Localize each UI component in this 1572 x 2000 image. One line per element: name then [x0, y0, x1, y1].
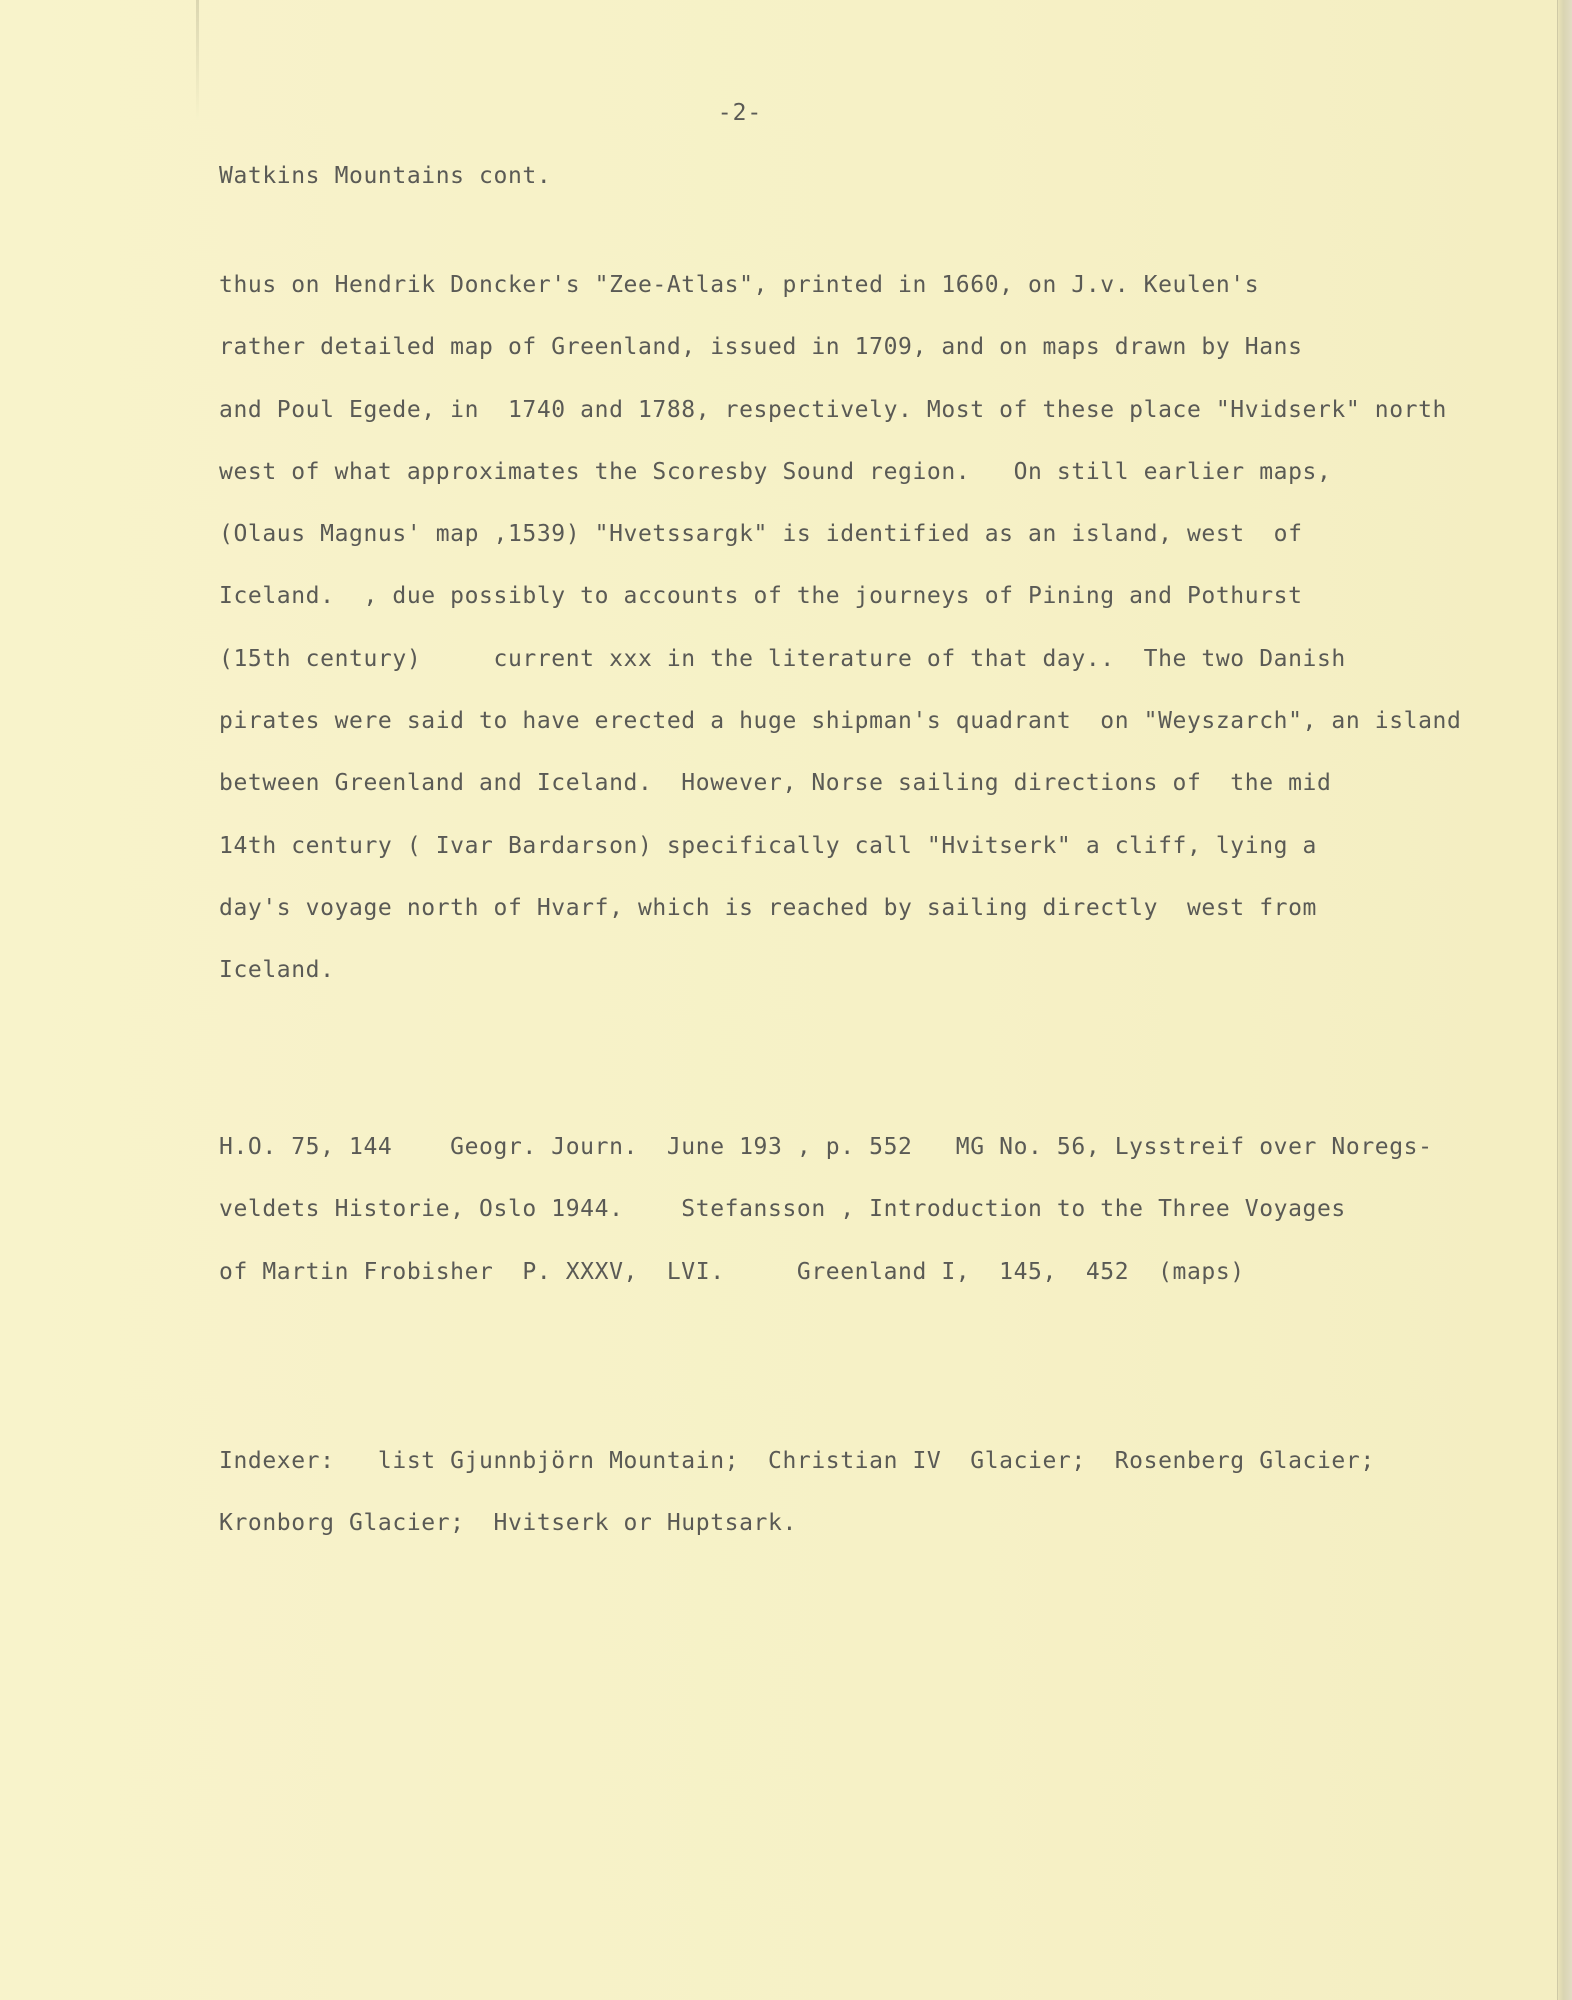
reference-line: of Martin Frobisher P. XXXV, LVI. Greenland I, 145, 452 (maps)	[219, 1258, 1245, 1285]
paragraph-line: and Poul Egede, in 1740 and 1788, respectively. Most of these place "Hvidserk" north	[219, 396, 1448, 423]
references-section	[219, 1116, 1559, 1303]
reference-line: H.O. 75, 144 Geogr. Journ. June 193 , p. 552 MG No. 56, Lysstreif over Noregs-	[219, 1134, 1433, 1160]
paragraph-line: (15th century) current xxx in the literature of that day.. The two Danish	[219, 645, 1346, 672]
paragraph-line: west of what approximates the Scoresby Sound region. On still earlier maps,	[219, 458, 1332, 485]
paragraph-line: pirates were said to have erected a huge shipman's quadrant on "Weyszarch", an island	[219, 708, 1462, 735]
paragraph-line: rather detailed map of Greenland, issued in 1709, and on maps drawn by Hans	[219, 334, 1303, 361]
indexer-section	[219, 1430, 1559, 1555]
paragraph-line: thus on Hendrik Doncker's "Zee-Atlas", printed in 1660, on J.v. Keulen's	[219, 272, 1260, 298]
paragraph-line: Iceland. , due possibly to accounts of the journeys of Pining and Pothurst	[219, 583, 1303, 610]
paragraph-line: Iceland.	[219, 957, 335, 984]
indexer-line: Indexer: list Gjunnbjörn Mountain; Christian IV Glacier; Rosenberg Glacier;	[219, 1448, 1375, 1474]
paragraph-line: (Olaus Magnus' map ,1539) "Hvetssargk" is identified as an island, west of	[219, 521, 1303, 548]
paragraph-line: 14th century ( Ivar Bardarson) specifically call "Hvitserk" a cliff, lying a	[219, 832, 1317, 859]
paragraph-line: between Greenland and Iceland. However, Norse sailing directions of the mid	[219, 770, 1332, 797]
paragraph-line: day's voyage north of Hvarf, which is reached by sailing directly west from	[219, 894, 1317, 921]
body-paragraph	[219, 254, 1559, 1002]
indexer-line: Kronborg Glacier; Hvitserk or Huptsark.	[219, 1510, 797, 1537]
reference-line: veldets Historie, Oslo 1944. Stefansson , Introduction to the Three Voyages	[219, 1196, 1346, 1223]
page-heading: Watkins Mountains cont.	[219, 163, 552, 189]
page-number: -2-	[717, 100, 763, 126]
paper-edge	[1557, 0, 1572, 2000]
